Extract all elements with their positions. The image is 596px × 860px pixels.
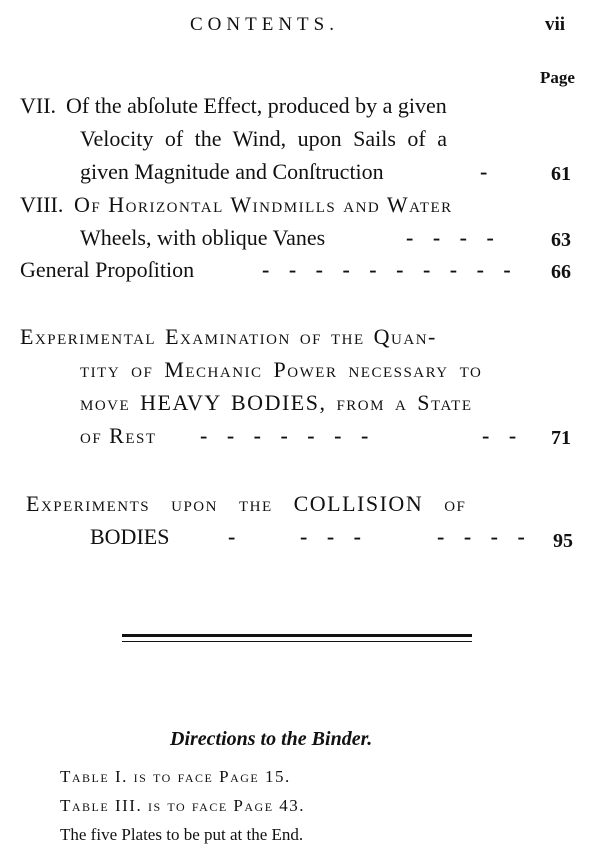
entry-line: given Magnitude and Conſtruction [80,159,384,184]
leader-dots: - - - - - - - [200,423,369,448]
binder-directions-title: Directions to the Binder. [170,728,373,750]
entry-line: Wheels, with oblique Vanes [80,225,326,250]
leader-dots: - - [482,423,517,448]
page-numeral: vii [545,14,566,35]
divider-rule [122,641,472,642]
entry-page: 61 [551,163,571,185]
entry-line: Of the abſolute Effect, produced by a given [66,93,447,118]
binder-instruction [60,825,303,845]
leader-dots: - - - [300,524,361,549]
leader-dots: - - - - - - - - - - [262,257,511,282]
entry-number: VIII. [20,192,64,217]
entry-page: 66 [551,261,571,283]
leader-dots: - - - - [406,225,494,250]
binder-instruction: Table I. is to face Page 15. [60,767,291,786]
entry-line: Of Horizontal Windmills and Water [74,192,453,217]
section-page: 95 [553,530,573,552]
entry-page: 63 [551,229,571,251]
section-line: tity of Mechanic Power necessary to [80,357,483,382]
section-line: move HEAVY BODIES, from a State [80,390,473,415]
page-column-label: Page [540,68,575,87]
leader-dots: - [228,524,236,549]
section-line: Experiments upon the COLLISION of [26,491,467,516]
binder-instruction-text: The five Plates to be put at the End. [60,825,304,844]
section-line: Experimental Examination of the Quan- [20,324,437,349]
entry-line: Velocity of the Wind, upon Sails of a [80,126,447,151]
section-line: of Rest [80,423,157,448]
leader-dots: - - - - [437,524,525,549]
section-line: BODIES [90,524,170,549]
leader-dots: - [480,159,488,184]
entry-line: General Propoſition [20,257,195,282]
binder-instruction: Table III. is to face Page 43. [60,796,306,815]
section-page: 71 [551,427,571,449]
divider-rule [122,634,472,637]
running-head-title: CONTENTS. [190,14,339,35]
entry-number: VII. [20,93,57,118]
